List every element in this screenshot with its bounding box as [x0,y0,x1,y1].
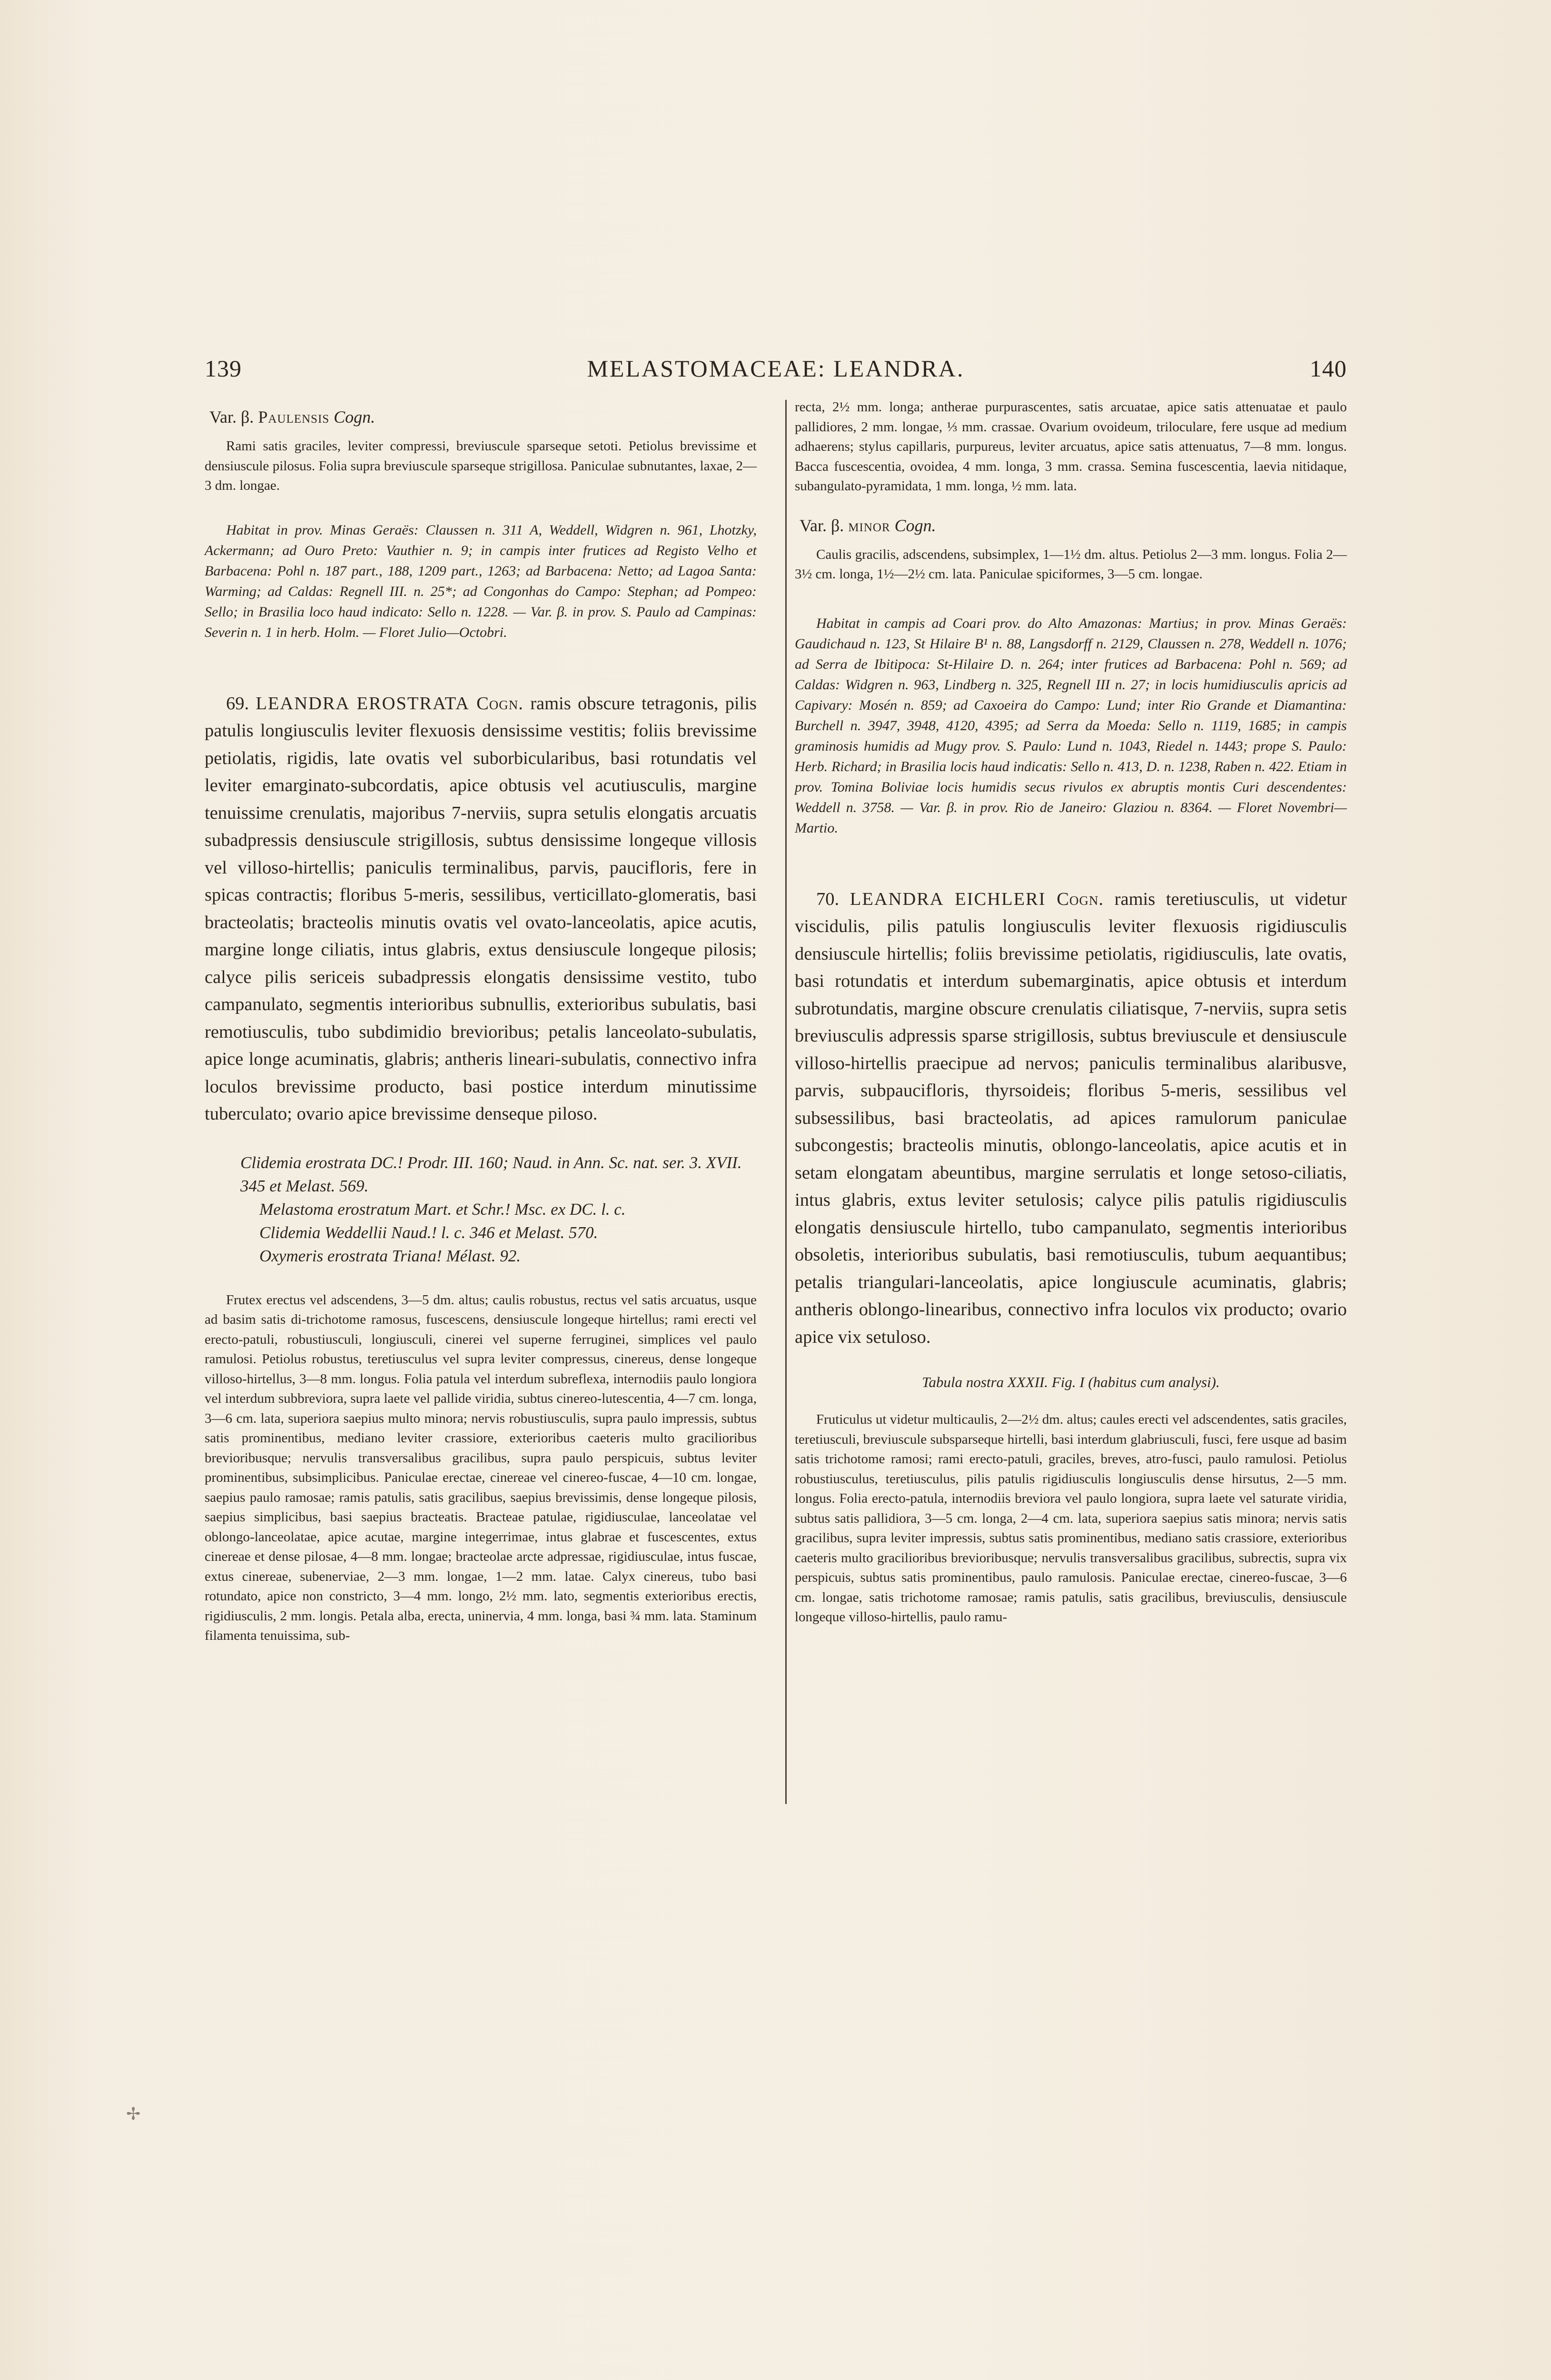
variety-heading [209,407,757,427]
right-column [795,397,1347,1627]
variety-name: Paulensis [258,407,330,426]
species-author: Cogn. [1057,889,1104,909]
synonym-entry: Clidemia Weddellii Naud.! l. c. 346 et Melast. 570. [259,1223,598,1242]
synonym-entry: Oxymeris erostrata Triana! Mélast. 92. [259,1246,521,1265]
species-diagnosis: ramis teretiusculis, ut videtur viscidulis, pilis patulis longiusculis leviter flexuosis rigidiusculis densiuscule hirtellis; foliis brevissime petiolatis, rigidiusculis, late ovatis, basi rotundatis et interdum subemarginatis, apice obtusis et interdum subrotundatis, margine obscure crenulatis ciliatisque, 7-nerviis, supra setis breviusculis adpressis sparse strigillosis, subtus breviuscule et densiuscule villoso-hirtellis praecipue ad nervos; paniculis terminalibus alaribusve, parvis, subpaucifloris, thyrsoideis; floribus 5-meris, sessilibus vel subsessilibus, basi bracteolatis, ad apices ramulorum paniculae subcongestis; bracteolis minutis, oblongo-lanceolatis, apice acutis et in setam elongatam abeuntibus, margine serrulatis et longe setoso-ciliatis, intus glabris, extus leviter setulosis; calyce pilis patulis rigidiusculis elongatis densiuscule hirtello, tubo campanulato, segmentis interioribus obsoletis, interioribus subulatis, basi remotiusculis, tubum aequantibus; petalis triangulari-lanceolatis, apice longiuscule acuminatis, glabris; antheris oblongo-linearibus, connectivo infra loculos vix producto; ovario apice vix setuloso. [795,889,1347,1347]
running-title: MELASTOMACEAE: LEANDRA. [587,355,965,382]
page-number-left: 139 [205,355,242,382]
variety-description: Caulis gracilis, adscendens, subsimplex, 1—1½ dm. altus. Petiolus 2—3 mm. longus. Folia 2—3½ cm. longa, 1½—2½ cm. lata. Paniculae spiciformes, 3—5 cm. longae. [795,546,1347,582]
species-69-full-description: Frutex erectus vel adscendens, 3—5 dm. altus; caulis robustus, rectus vel satis arcuatus, usque ad basim satis di-trichotome ramosus, fuscescens, densiuscule longeque hirtellus; rami erecti vel erecto-patuli, robustiusculi, longiusculi, cinerei vel superne ferruginei, simplices vel paulo ramulosi. Petiolus robustus, teretiusculus vel supra leviter compressus, cinereus, dense longeque villoso-hirtellus, 3—8 mm. longus. Folia patula vel interdum subreflexa, internodiis paulo longiora vel interdum subbreviora, supra laete vel pallide viridia, subtus cinereo-lutescentia, 4—7 cm. longa, 3—6 cm. lata, superiora saepius multo minora; nervis robustiusculis, supra paulo impressis, subtus satis prominentibus, mediano leviter crassiore, exterioribus caeteris multo gracilioribus brevioribusque; nervulis transversalibus gracilibus, supra paulo perspicuis, subtus leviter prominentibus, subsimplicibus. Paniculae erectae, cinereae vel cinereo-fuscae, 4—10 cm. longae, saepius paulo ramosae; ramis patulis, satis gracilibus, saepius brevissimis, dense longeque pilosis, saepius simplicibus, basi saepius bracteatis. Bracteae patulae, rigidiusculae, lanceolatae vel oblongo-lanceolatae, apice acutae, margine integerrimae, intus glabrae et fuscescentes, extus cinereae et dense pilosae, 4—8 mm. longae; bracteolae arcte adpressae, rigidiusculae, intus fuscae, extus cinereae, subenerviae, 2—3 mm. longae, 1—2 mm. latae. Calyx cinereus, tubo basi rotundato, apice non constricto, 3—4 mm. longo, 2½ mm. lato, segmentis exterioribus erectis, rigidiusculis, 2 mm. longis. Petala alba, erecta, uninervia, 4 mm. longa, basi ¾ mm. lata. Staminum filamenta tenuissima, sub- [205,1292,757,1643]
variety-heading [800,516,1347,536]
variety-label: Var. β. [800,516,844,535]
species-author: Cogn. [476,693,524,714]
habitat-paragraph: Habitat in campis ad Coari prov. do Alto Amazonas: Martius; in prov. Minas Geraës: Gaudichaud n. 123, St Hilaire B¹ n. 88, Langsdorff n. 2129, Claussen n. 278, Weddell n. 1076; ad Serra de Ibitipoca: St-Hilaire D. n. 264; inter frutices ad Barbacena: Pohl n. 569; ad Caldas: Widgren n. 963, Lindberg n. 325, Regnell III n. 27; in locis humidiusculis apricis ad Capivary: Mosén n. 859; ad Caxoeira do Campo: Lund; inter Rio Grande et Diamantina: Burchell n. 3947, 3948, 4120, 4395; ad Serra da Moeda: Sello n. 1119, 1685; in campis graminosis humidis ad Mugy prov. S. Paulo: Lund n. 1043, Riedel n. 1443; prope S. Paulo: Herb. Richard; in Brasilia locis haud indicatis: Sello n. 413, D. n. 1238, Raben n. 422. Etiam in prov. Tomina Boliviae locis humidis secus rivulos ex abruptis montis Curi descendentes: Weddell n. 3758. — Var. β. in prov. Rio de Janeiro: Glaziou n. 8364. — Floret Novembri—Martio. [795,615,1347,836]
species-70-description [795,886,1347,1351]
species-69-description [205,690,757,1128]
synonym-entry: Melastoma erostratum Mart. et Schr.! Msc. ex DC. l. c. [259,1200,626,1219]
variety-author: Cogn. [894,516,936,535]
species-name: LEANDRA EROSTRATA [256,693,470,714]
species-70-full-description: Fruticulus ut videtur multicaulis, 2—2½ dm. altus; caules erecti vel adscendentes, satis graciles, teretiusculi, breviuscule subsparseque hirtelli, basi interdum glabriusculi, fusci, fere usque ad basim satis trichotome ramosi; rami erecto-patuli, graciles, breves, atro-fusci, paulo ramulosi. Petiolus robustiusculus, teretiusculus, pilis patulis rigidiusculis longiusculis dense hirsutus, 2—5 mm. longus. Folia erecto-patula, internodiis breviora vel paulo longiora, supra laete vel saturate viridia, subtus satis pallidiora, 3—5 cm. longa, 2—4 cm. lata, superiora saepius satis minora; nervis satis gracilibus, supra leviter impressis, subtus satis prominentibus, mediano satis crassiore, exterioribus caeteris multo gracilioribus brevioribusque; nervulis transversalibus gracilibus, subrectis, supra vix perspicuis, subtus satis prominentibus, paulo ramulosis. Paniculae erectae, cinereo-fuscae, 3—6 cm. longae, satis trichotome ramosae; ramis patulis, satis gracilibus, breviusculis, densiuscule longeque villoso-hirtellis, paulo ramu- [795,1412,1347,1625]
plate-reference: Tabula nostra XXXII. Fig. I (habitus cum analysi). [922,1374,1220,1390]
variety-name: minor [848,516,890,535]
page-header [205,355,1347,388]
species-diagnosis: ramis obscure tetragonis, pilis patulis longiusculis leviter flexuosis densissime vestitis; foliis brevissime petiolatis, rigidis, late ovatis vel suborbicularibus, basi rotundatis vel leviter emarginato-subcordatis, apice obtusis vel acutiusculis, margine tenuissime crenulatis, majoribus 7-nerviis, supra setulis elongatis arcuatis subadpressis densiuscule strigillosis, subtus densissime longeque villosis vel villoso-hirtellis; paniculis terminalibus, parvis, paucifloris, fere in spicas contractis; floribus 5-meris, sessilibus, verticillato-glomeratis, basi bracteolatis; bracteolis minutis ovatis vel ovato-lanceolatis, apice acutis, margine longe ciliatis, intus glabris, extus densiuscule longeque pilosis; calyce pilis sericeis subadpressis elongatis densissime vestito, tubo campanulato, segmentis interioribus subnullis, exterioribus subulatis, basi remotiusculis, tubo subdimidio brevioribus; petalis lanceolato-subulatis, apice longe acuminatis, glabris; antheris lineari-subulatis, connectivo infra loculos brevissime producto, basi postice interdum minutissime tuberculato; ovario apice brevissime denseque piloso. [205,693,757,1124]
species-name: LEANDRA EICHLERI [850,889,1046,909]
column-divider [785,400,787,1804]
habitat-paragraph: Habitat in prov. Minas Geraës: Claussen n. 311 A, Weddell, Widgren n. 961, Lhotzky, Ackermann; ad Ouro Preto: Vauthier n. 9; in campis inter frutices ad Registo Velho et Barbacena: Pohl n. 187 part., 188, 1209 part., 1263; ad Barbacena: Netto; ad Lagoa Santa: Warming; ad Caldas: Regnell III. n. 25*; ad Congonhas do Campo: Stephan; ad Pompeo: Sello; in Brasilia loco haud indicato: Sello n. 1228. — Var. β. in prov. S. Paulo ad Campinas: Severin n. 1 in herb. Holm. — Floret Julio—Octobri. [205,522,757,640]
species-number: 70. [816,889,840,909]
description-continuation: recta, 2½ mm. longa; antherae purpurascentes, satis arcuatae, apice satis attenuatae et paulo pallidiores, 2 mm. longae, ⅓ mm. crassae. Ovarium ovoideum, triloculare, fere usque ad medium adhaerens; stylus capillaris, purpureus, leviter arcuatus, apice satis attenuatus, 7—8 mm. longus. Bacca fuscescentia, ovoidea, 4 mm. longa, 3 mm. crassa. Semina fuscescentia, laevia nitidaque, subangulato-pyramidata, 1 mm. longa, ½ mm. lata. [795,399,1347,494]
species-number: 69. [226,693,249,714]
synonym-entry: Clidemia erostrata DC.! Prodr. III. 160; Naud. in Ann. Sc. nat. ser. 3. XVII. 345 et Melast. 569. [240,1153,742,1195]
page-number-right: 140 [1310,355,1347,382]
synonymy-list [240,1151,757,1268]
left-column [205,397,757,1646]
margin-mark: ✢ [126,2104,141,2123]
variety-description: Rami satis graciles, leviter compressi, breviuscule sparseque setoti. Petiolus brevissime et densiuscule pilosus. Folia supra breviuscule sparseque strigillosa. Paniculae subnutantes, laxae, 2—3 dm. longae. [205,438,757,493]
variety-author: Cogn. [334,407,375,426]
variety-label: Var. β. [209,407,254,426]
